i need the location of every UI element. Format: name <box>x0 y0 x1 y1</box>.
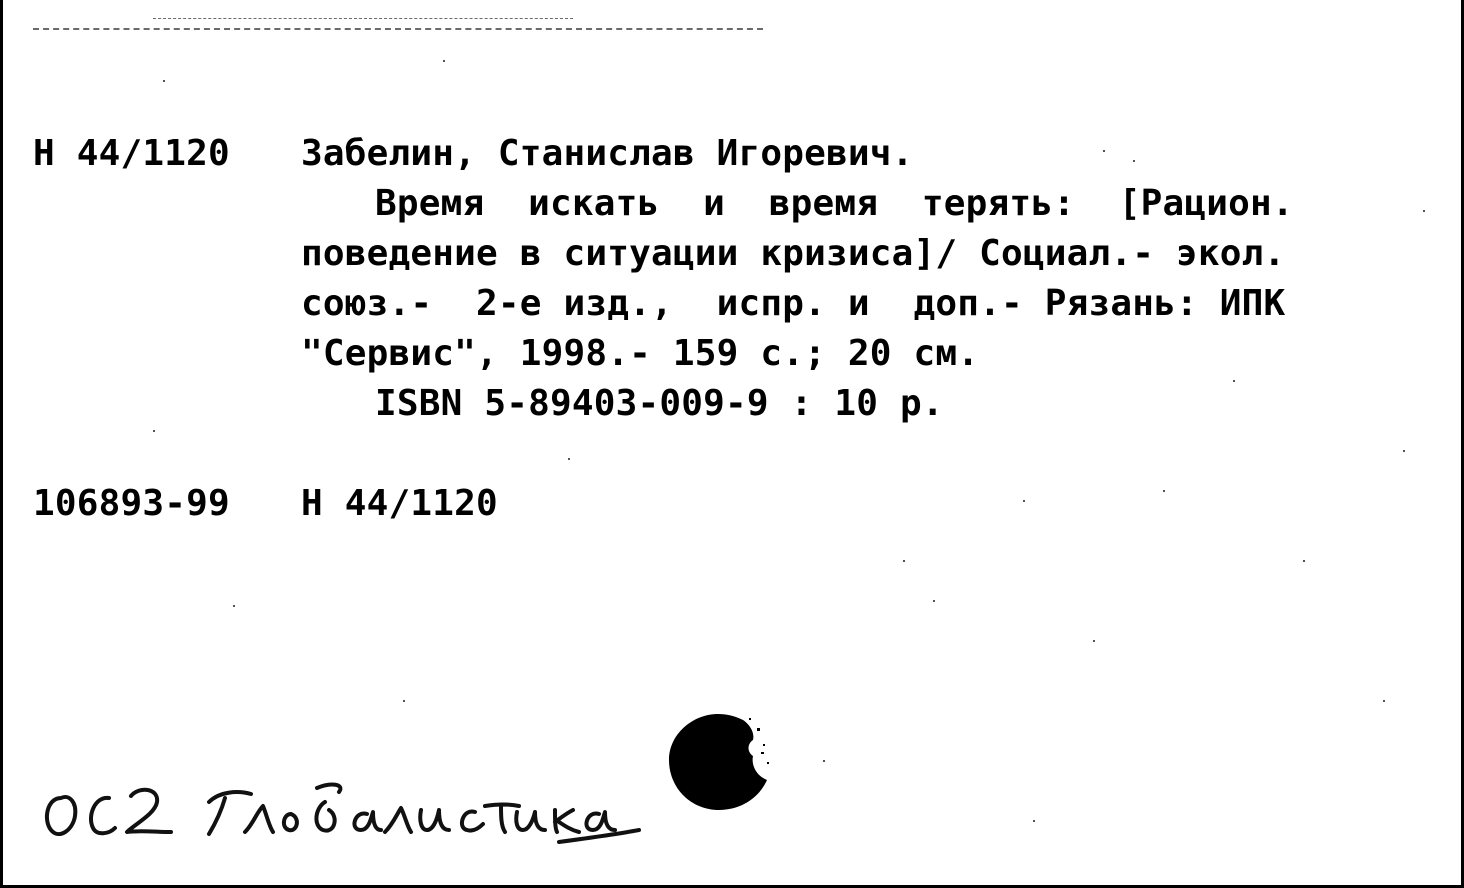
scan-speck <box>1303 560 1305 562</box>
scan-speck <box>568 458 570 460</box>
scan-speck <box>1093 640 1095 642</box>
scan-speck <box>1103 150 1105 152</box>
scan-speck <box>1023 500 1025 502</box>
scan-speck <box>1163 490 1165 492</box>
scan-speck <box>163 80 165 82</box>
scan-speck <box>1233 380 1235 382</box>
scan-speck <box>1133 160 1135 162</box>
scan-speck <box>1403 450 1405 452</box>
scan-speck <box>153 430 155 432</box>
title-line-1: Время искать и время терять: [Рацион. <box>375 183 1294 224</box>
punch-hole-blot <box>663 706 783 816</box>
scan-speck <box>1423 210 1425 212</box>
title-line-3: союз.- 2-е изд., испр. и доп.- Рязань: ИПК <box>301 283 1286 324</box>
isbn-line: ISBN 5-89403-009-9 : 10 р. <box>375 383 944 424</box>
call-number: Н 44/1120 <box>33 133 230 174</box>
title-line-4: "Сервис", 1998.- 159 с.; 20 см. <box>301 333 980 374</box>
title-line-2: поведение в ситуации кризиса]/ Социал.- экол. <box>301 233 1286 274</box>
scan-speck <box>933 600 935 602</box>
scan-speck <box>403 700 405 702</box>
inventory-number: 106893-99 <box>33 483 230 524</box>
scan-speck <box>1033 820 1035 822</box>
scan-speck <box>233 605 235 607</box>
scan-speck <box>443 60 445 62</box>
call-number-repeat: Н 44/1120 <box>301 483 498 524</box>
handwritten-note <box>39 758 659 848</box>
top-dashed-border-2 <box>153 18 573 19</box>
top-dashed-border <box>33 28 763 30</box>
scan-speck <box>823 760 825 762</box>
author-line: Забелин, Станислав Игоревич. <box>301 133 914 174</box>
scan-speck <box>1383 700 1385 702</box>
scan-speck <box>903 560 905 562</box>
